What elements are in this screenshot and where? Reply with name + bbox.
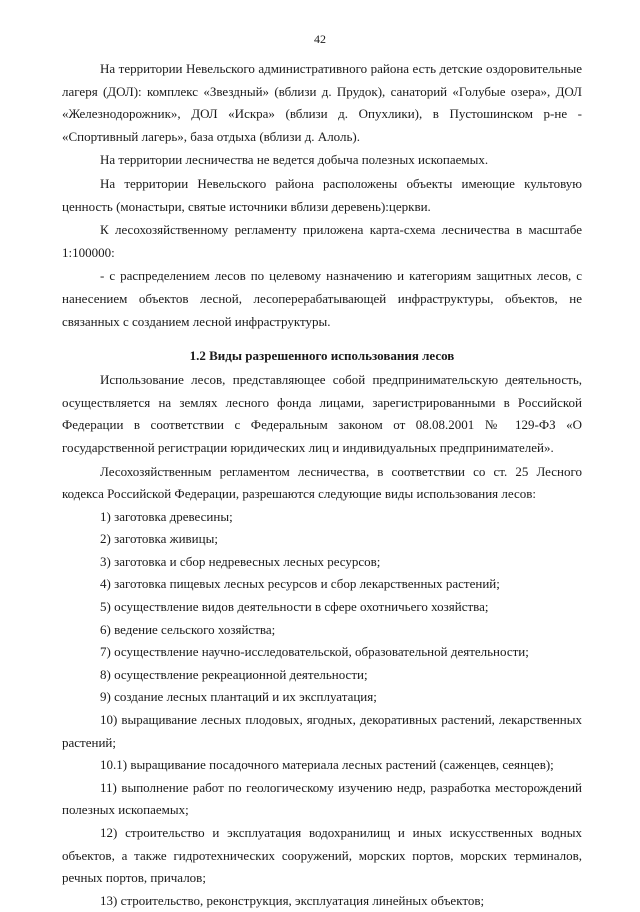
paragraph-no-mining: На территории лесничества не ведется добыча полезных ископаемых. <box>100 152 489 168</box>
list-item: 5) осуществление видов деятельности в сфере охотничьего хозяйства; <box>100 599 489 615</box>
list-item: 13) строительство, реконструкция, эксплуатация линейных объектов; <box>100 892 485 908</box>
list-item: 2) заготовка живицы; <box>100 531 218 547</box>
list-item: 3) заготовка и сбор недревесных лесных ресурсов; <box>100 553 381 569</box>
paragraph-map-contents: - с распределением лесов по целевому назначению и категориям защитных лесов, с нанесением объектов лесной, лесоперерабатывающей инфраструктуры, объектов, не связанных с созданием лесной инфраструктуры. <box>62 268 582 329</box>
paragraph-allowed-uses-intro: Лесохозяйственным регламентом лесничества, в соответствии со ст. 25 Лесного кодекса Российской Федерации, разрешаются следующие виды использования лесов: <box>62 463 582 502</box>
list-item: 7) осуществление научно-исследовательской, образовательной деятельности; <box>100 644 529 660</box>
list-item: 11) выполнение работ по геологическому изучению недр, разработка месторождений полезных ископаемых; <box>62 779 582 818</box>
list-item: 9) создание лесных плантаций и их эксплуатация; <box>100 689 377 705</box>
paragraph-entrepreneurial-use: Использование лесов, представляющее собой предпринимательскую деятельность, осуществляется на землях лесного фонда лицами, зарегистрированными в Российской Федерации в соответствии с Федеральным законом от 08.08.2001 № 129-ФЗ «О государственной регистрации юридических лиц и индивидуальных предпринимателей». <box>62 372 582 455</box>
list-item: 4) заготовка пищевых лесных ресурсов и сбор лекарственных растений; <box>100 576 500 592</box>
usage-list <box>62 506 582 912</box>
section-heading: 1.2 Виды разрешенного использования лесов <box>189 348 455 364</box>
list-item: 10.1) выращивание посадочного материала лесных растений (саженцев, сеянцев); <box>100 757 554 773</box>
page-body <box>62 58 582 912</box>
list-item: 12) строительство и эксплуатация водохранилищ и иных искусственных водных объектов, а также гидротехнических сооружений, морских портов, морских терминалов, речных портов, причалов; <box>62 825 582 886</box>
list-item: 8) осуществление рекреационной деятельности; <box>100 666 368 682</box>
paragraph-cult-objects: На территории Невельского района расположены объекты имеющие культовую ценность (монастыри, святые источники вблизи деревень):церкви. <box>62 175 582 214</box>
page-number: 42 <box>314 32 326 46</box>
list-item: 1) заготовка древесины; <box>100 508 233 524</box>
paragraph-children-camps: На территории Невельского административного района есть детские оздоровительные лагеря (ДОЛ): комплекс «Звездный» (вблизи д. Прудок), санаторий «Голубые озера», ДОЛ «Железнодорожник», ДОЛ «Искра» (вблизи д. Опухлики), в Пустошинском р-не - «Спортивный лагерь», база отдыха (вблизи д. Алоль). <box>62 61 582 144</box>
list-item: 10) выращивание лесных плодовых, ягодных, декоративных растений, лекарственных растений; <box>62 712 582 750</box>
paragraph-map-scheme: К лесохозяйственному регламенту приложена карта-схема лесничества в масштабе 1:100000: <box>62 222 582 260</box>
list-item: 6) ведение сельского хозяйства; <box>100 621 276 637</box>
